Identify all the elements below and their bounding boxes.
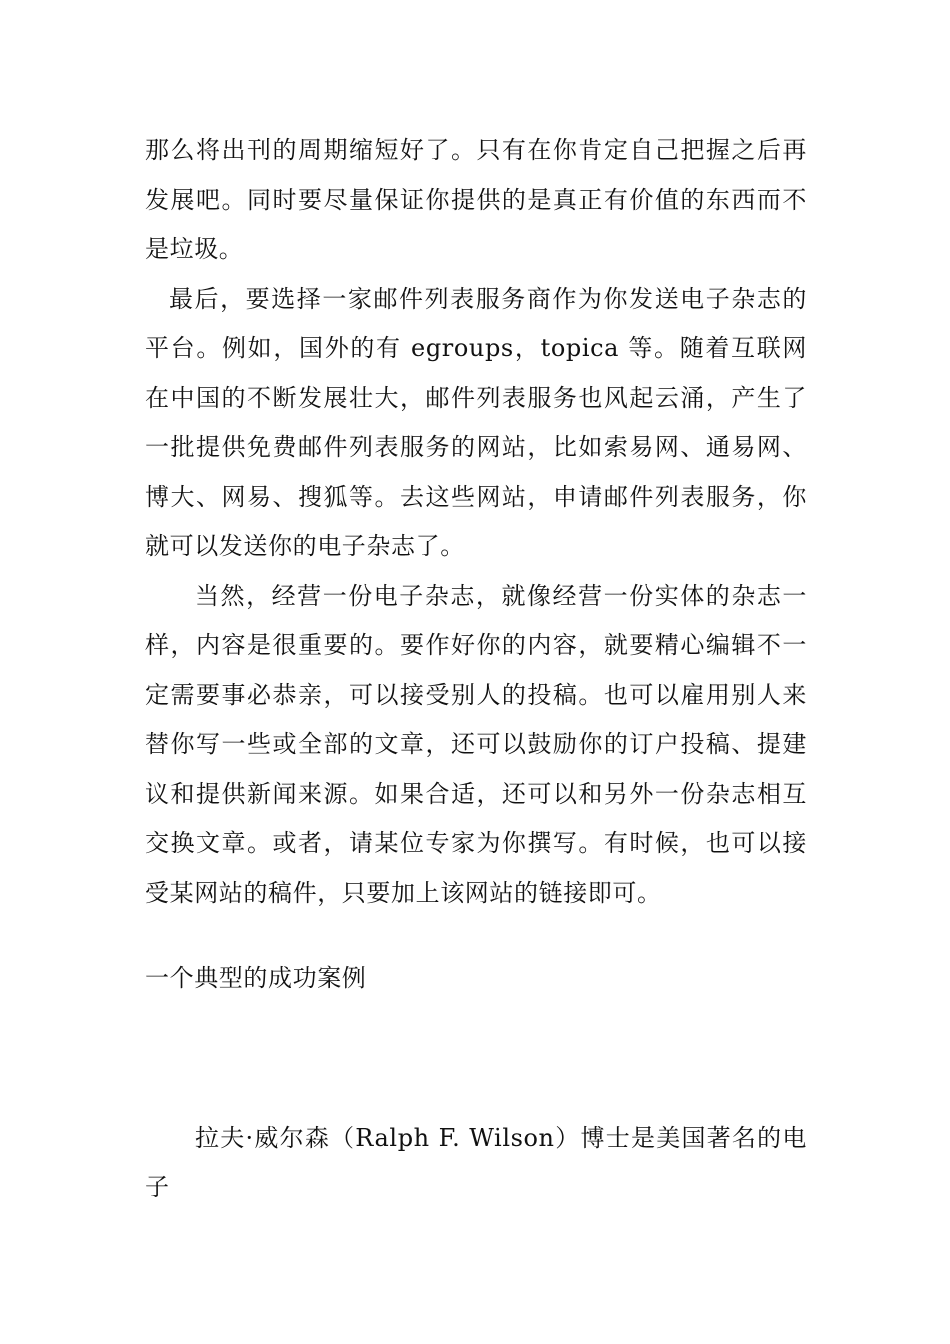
paragraph-content: 当然，经营一份电子杂志，就像经营一份实体的杂志一样，内容是很重要的。要作好你的内容，就要精心编辑不一定需要事必恭亲，可以接受别人的投稿。也可以雇用别人来替你写一些或全部的文章，还可以鼓励你的订户投稿、提建议和提供新闻来源。如果合适，还可以和另外一份杂志相互交换文章。或者，请某位专家为你撰写。有时候，也可以接受某网站的稿件，只要加上该网站的链接即可。 — [145, 581, 807, 907]
paragraph-mailing-list: 最后，要选择一家邮件列表服务商作为你发送电子杂志的平台。例如，国外的有 egroups，topica 等。随着互联网在中国的不断发展壮大，邮件列表服务也风起云涌，产生了一批提供免费邮件列表服务的网站，比如索易网、通易网、博大、网易、搜狐等。去这些网站，申请邮件列表服务，你就可以发送你的电子杂志了。 — [145, 284, 807, 560]
paragraph-case-intro: 拉夫·威尔森（Ralph F. Wilson）博士是美国著名的电子 — [145, 1123, 807, 1201]
paragraph-continuation: 那么将出刊的周期缩短好了。只有在你肯定自己把握之后再发展吧。同时要尽量保证你提供的是真正有价值的东西而不是垃圾。 — [145, 136, 807, 263]
document-page — [145, 126, 807, 1213]
blank-space — [145, 1004, 807, 1114]
section-heading: 一个典型的成功案例 — [145, 964, 367, 992]
